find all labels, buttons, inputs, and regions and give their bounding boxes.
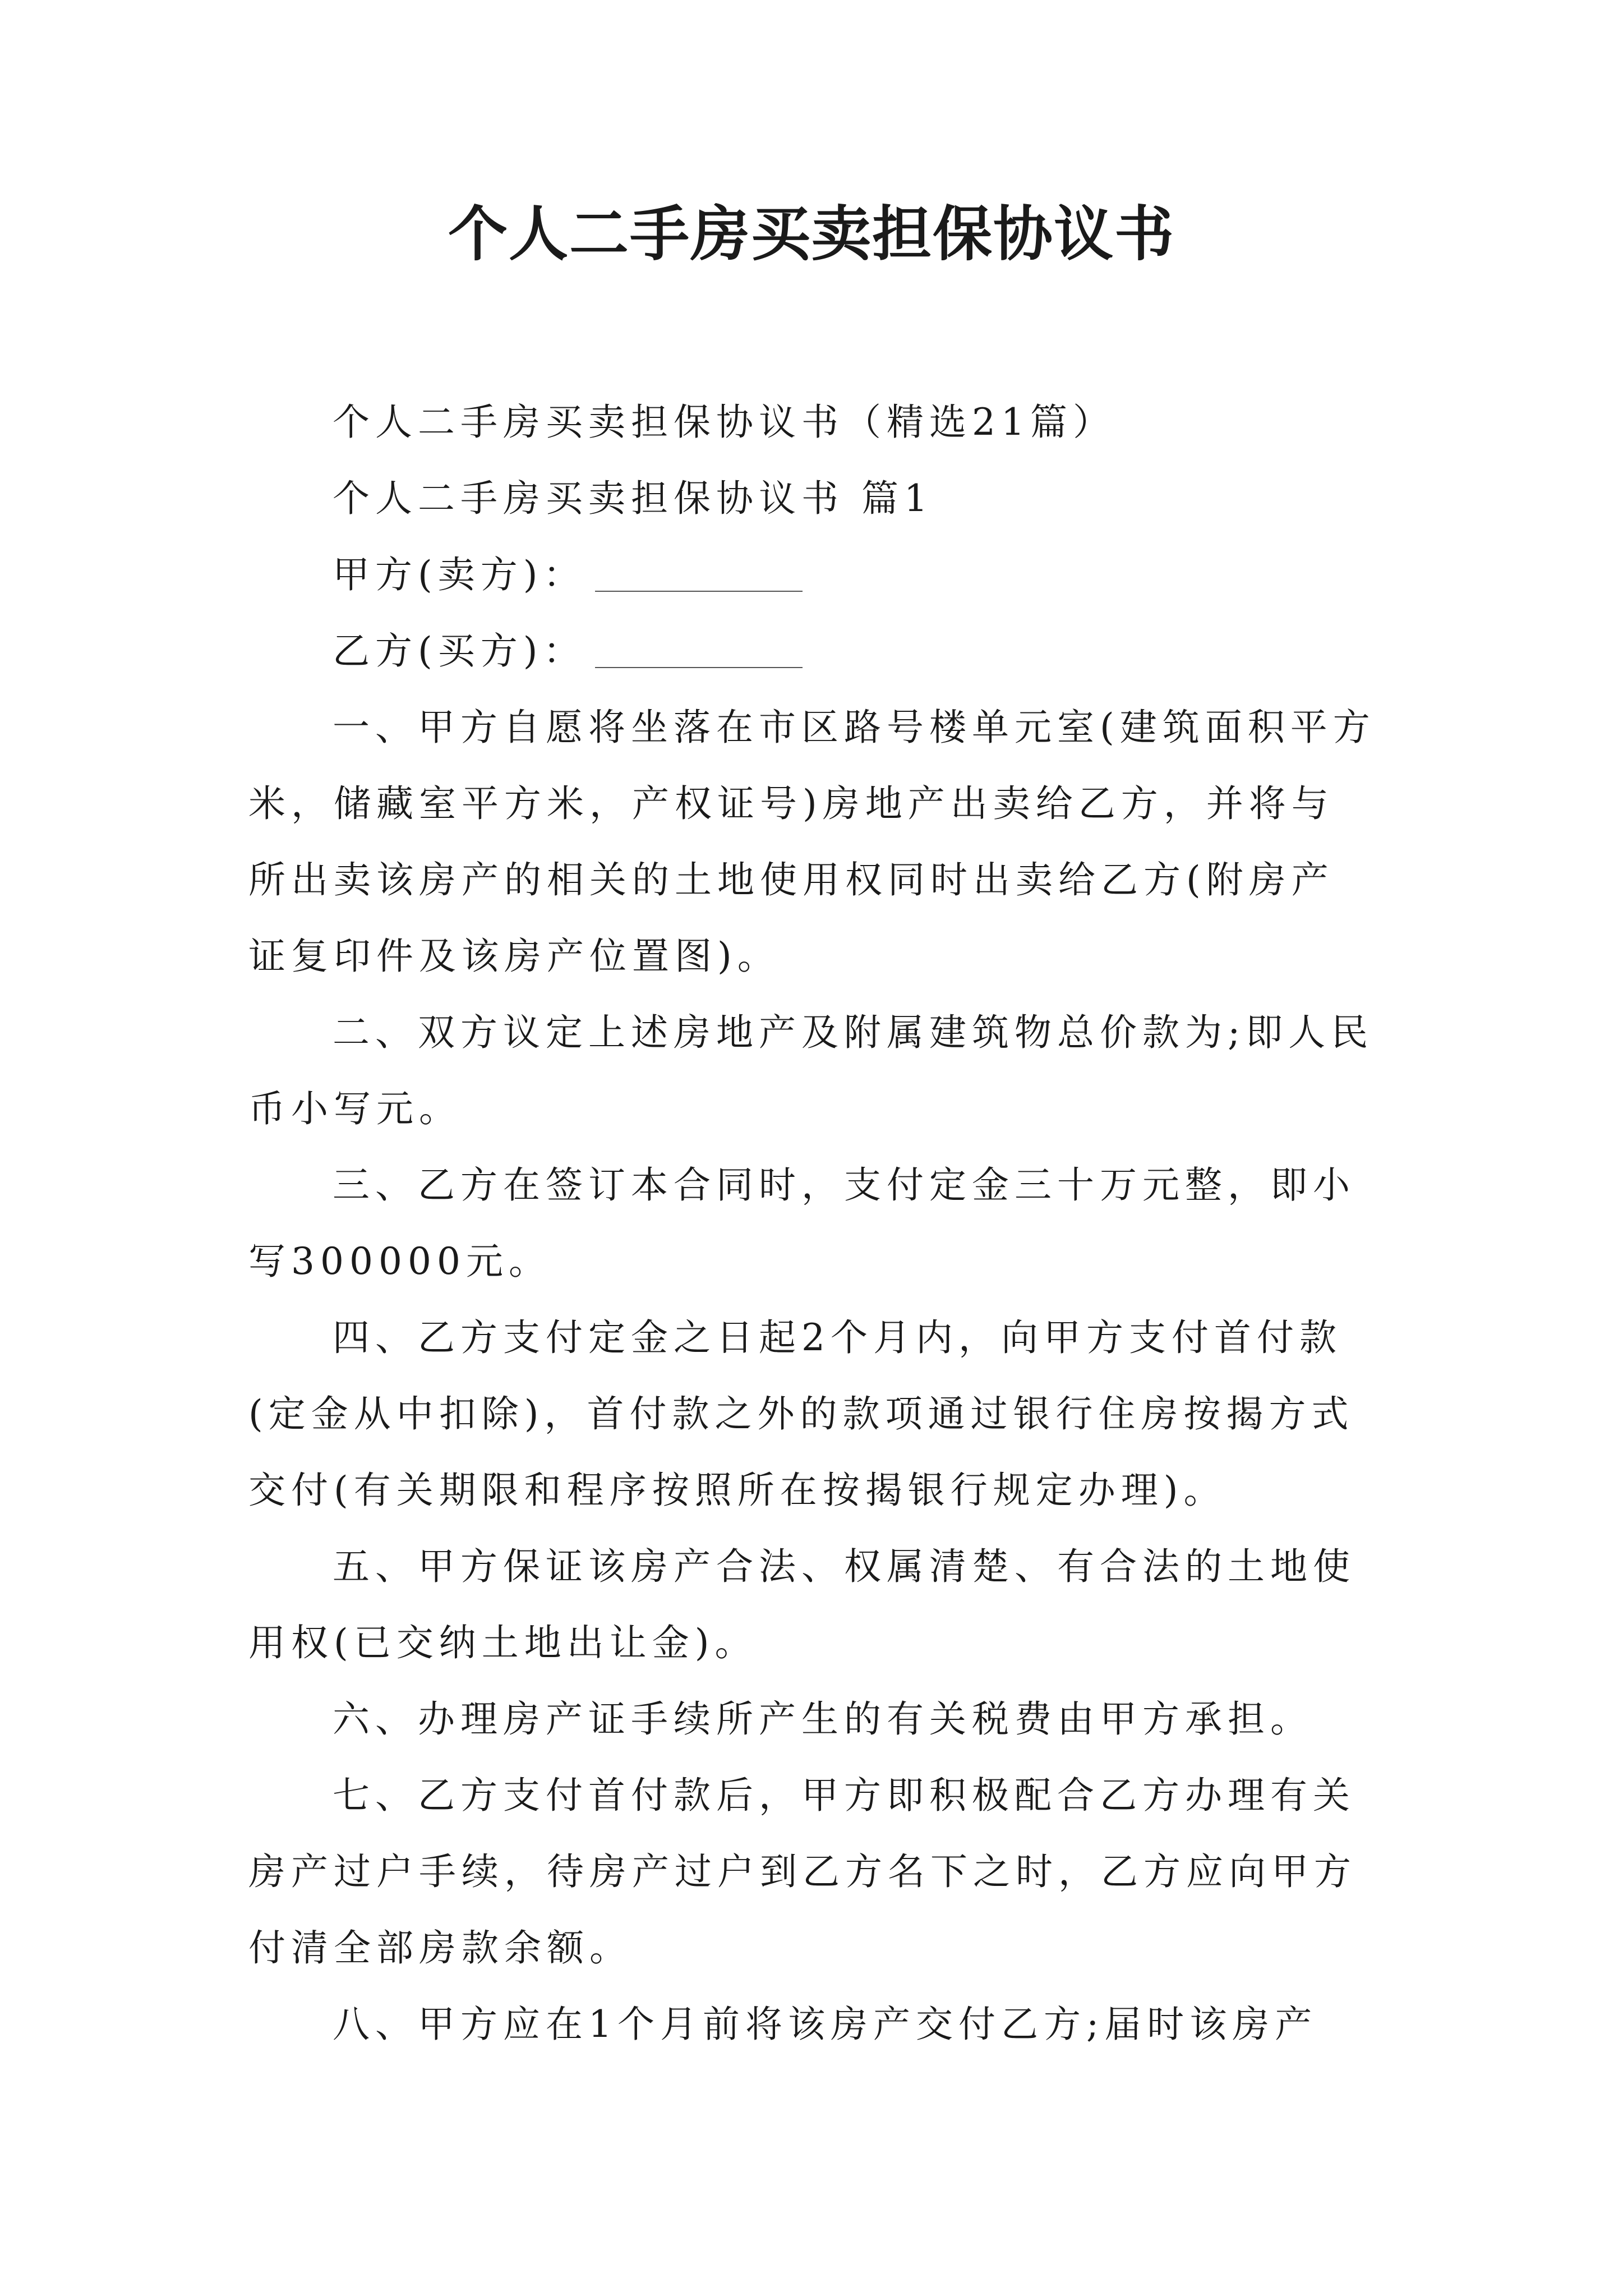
clause-2: 二、双方议定上述房地产及附属建筑物总价款为;即人民币小写元。 bbox=[248, 1011, 1374, 1130]
clause-1: 一、甲方自愿将坐落在市区路号楼单元室(建筑面积平方米，储藏室平方米，产权证号)房地产出卖给乙方，并将与所出卖该房产的相关的土地使用权同时出卖给乙方(附房产证复印件及该房产位置图)。 bbox=[248, 706, 1376, 978]
clause-5: 五、甲方保证该房产合法、权属清楚、有合法的土地使用权(已交纳土地出让金)。 bbox=[248, 1545, 1355, 1664]
party-a-blank bbox=[595, 557, 803, 592]
party-b-line bbox=[248, 613, 1376, 689]
document-body bbox=[248, 384, 1376, 2063]
party-b-blank bbox=[595, 633, 803, 668]
clause-6: 六、办理房产证手续所产生的有关税费由甲方承担。 bbox=[333, 1697, 1313, 1741]
document-title: 个人二手房买卖担保协议书 bbox=[448, 199, 1175, 269]
clause-3: 三、乙方在签订本合同时，支付定金三十万元整，即小写300000元。 bbox=[248, 1163, 1355, 1283]
party-a-label: 甲方(卖方)： bbox=[333, 553, 586, 596]
subtitle-paragraph: 个人二手房买卖担保协议书（精选21篇） bbox=[333, 401, 1115, 444]
clause-7: 七、乙方支付首付款后，甲方即积极配合乙方办理有关房产过户手续，待房产过户到乙方名下之时，乙方应向甲方付清全部房款余额。 bbox=[248, 1774, 1357, 1970]
clause-8: 八、甲方应在1个月前将该房产交付乙方;届时该房产 bbox=[333, 2003, 1318, 2046]
party-b-label: 乙方(买方)： bbox=[333, 629, 586, 673]
party-a-line bbox=[248, 537, 1376, 613]
section-heading: 个人二手房买卖担保协议书 篇1 bbox=[333, 477, 933, 520]
clause-4: 四、乙方支付定金之日起2个月内，向甲方支付首付款(定金从中扣除)，首付款之外的款项通过银行住房按揭方式交付(有关期限和程序按照所在按揭银行规定办理)。 bbox=[248, 1316, 1354, 1512]
